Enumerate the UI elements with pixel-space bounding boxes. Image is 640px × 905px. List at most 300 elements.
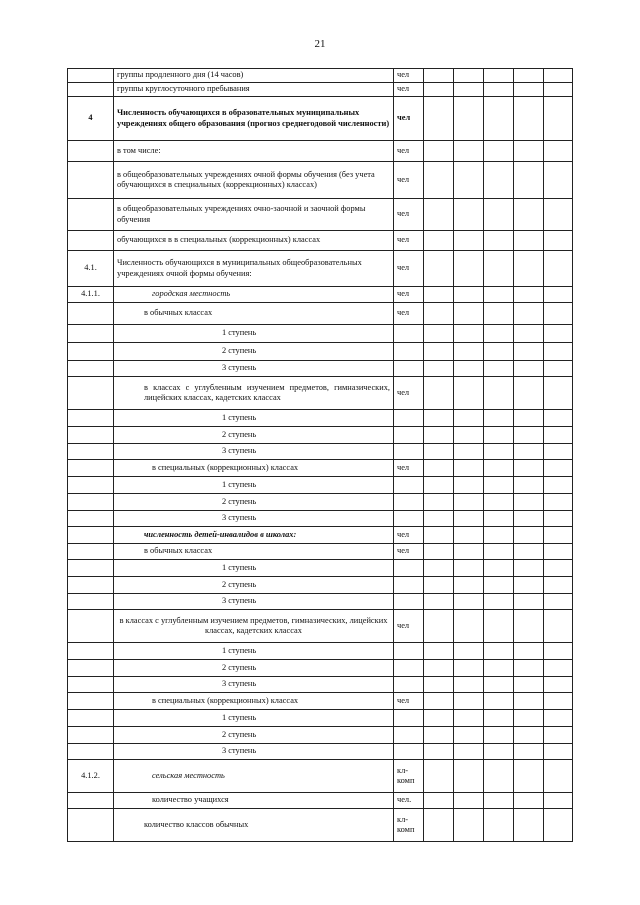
- value-cell: [454, 660, 484, 677]
- value-cell: [424, 477, 454, 494]
- value-cell: [424, 677, 454, 693]
- unit-cell: чел: [394, 377, 424, 410]
- table-row: [68, 97, 573, 141]
- table-row: [68, 251, 573, 287]
- unit-cell: [394, 343, 424, 361]
- value-cell: [544, 231, 573, 251]
- value-cell: [514, 594, 544, 610]
- unit-cell: чел: [394, 199, 424, 231]
- table-row: [68, 610, 573, 643]
- value-cell: [454, 760, 484, 793]
- indicator-name: 2 ступень: [114, 494, 394, 511]
- table-row: [68, 231, 573, 251]
- value-cell: [484, 377, 514, 410]
- unit-cell: чел: [394, 141, 424, 162]
- table-row: [68, 809, 573, 842]
- value-cell: [544, 141, 573, 162]
- unit-cell: чел: [394, 693, 424, 710]
- row-number: [68, 460, 114, 477]
- value-cell: [544, 427, 573, 444]
- value-cell: [454, 303, 484, 325]
- row-number: [68, 361, 114, 377]
- unit-cell: [394, 325, 424, 343]
- value-cell: [424, 560, 454, 577]
- value-cell: [544, 744, 573, 760]
- row-number: [68, 199, 114, 231]
- value-cell: [484, 325, 514, 343]
- row-number: [68, 527, 114, 544]
- value-cell: [454, 494, 484, 511]
- table-row: [68, 594, 573, 610]
- table-row: [68, 660, 573, 677]
- value-cell: [484, 744, 514, 760]
- indicator-name: 1 ступень: [114, 643, 394, 660]
- unit-cell: [394, 577, 424, 594]
- unit-cell: [394, 643, 424, 660]
- indicator-name: в обычных классах: [114, 544, 394, 560]
- unit-cell: [394, 494, 424, 511]
- value-cell: [514, 760, 544, 793]
- row-number: [68, 809, 114, 842]
- value-cell: [514, 251, 544, 287]
- value-cell: [424, 577, 454, 594]
- row-number: 4: [68, 97, 114, 141]
- value-cell: [424, 693, 454, 710]
- indicator-name: 1 ступень: [114, 410, 394, 427]
- row-number: [68, 162, 114, 199]
- table-row: [68, 343, 573, 361]
- value-cell: [544, 477, 573, 494]
- table-body: [68, 69, 573, 842]
- value-cell: [514, 809, 544, 842]
- indicator-name: 3 ступень: [114, 677, 394, 693]
- indicator-name: 2 ступень: [114, 577, 394, 594]
- value-cell: [424, 377, 454, 410]
- value-cell: [514, 83, 544, 97]
- value-cell: [424, 643, 454, 660]
- value-cell: [544, 760, 573, 793]
- value-cell: [454, 231, 484, 251]
- value-cell: [544, 287, 573, 303]
- value-cell: [544, 97, 573, 141]
- value-cell: [484, 710, 514, 727]
- value-cell: [514, 527, 544, 544]
- value-cell: [544, 361, 573, 377]
- indicator-name: в специальных (коррекционных) классах: [114, 460, 394, 477]
- table-row: [68, 377, 573, 410]
- value-cell: [454, 577, 484, 594]
- value-cell: [454, 162, 484, 199]
- value-cell: [484, 427, 514, 444]
- value-cell: [544, 511, 573, 527]
- value-cell: [514, 744, 544, 760]
- value-cell: [514, 303, 544, 325]
- value-cell: [424, 727, 454, 744]
- indicator-name: Численность обучающихся в муниципальных общеобразовательных учреждениях очной формы обучения:: [114, 251, 394, 287]
- value-cell: [454, 793, 484, 809]
- value-cell: [514, 287, 544, 303]
- table-row: [68, 141, 573, 162]
- value-cell: [484, 809, 514, 842]
- value-cell: [514, 162, 544, 199]
- value-cell: [454, 477, 484, 494]
- table-row: [68, 83, 573, 97]
- unit-cell: [394, 744, 424, 760]
- unit-cell: [394, 594, 424, 610]
- value-cell: [424, 710, 454, 727]
- row-number: [68, 325, 114, 343]
- value-cell: [484, 141, 514, 162]
- table-row: [68, 727, 573, 744]
- value-cell: [484, 727, 514, 744]
- value-cell: [514, 343, 544, 361]
- value-cell: [484, 97, 514, 141]
- indicator-name: численность детей-инвалидов в школах:: [114, 527, 394, 544]
- indicator-name: 1 ступень: [114, 325, 394, 343]
- row-number: [68, 660, 114, 677]
- value-cell: [454, 727, 484, 744]
- row-number: [68, 727, 114, 744]
- value-cell: [484, 162, 514, 199]
- row-number: [68, 577, 114, 594]
- row-number: [68, 710, 114, 727]
- value-cell: [484, 199, 514, 231]
- value-cell: [514, 643, 544, 660]
- table-row: [68, 69, 573, 83]
- value-cell: [424, 199, 454, 231]
- value-cell: [484, 477, 514, 494]
- value-cell: [424, 744, 454, 760]
- value-cell: [454, 544, 484, 560]
- unit-cell: чел: [394, 162, 424, 199]
- value-cell: [424, 231, 454, 251]
- unit-cell: [394, 560, 424, 577]
- indicator-name: 1 ступень: [114, 477, 394, 494]
- table-row: [68, 744, 573, 760]
- row-number: [68, 444, 114, 460]
- row-number: [68, 477, 114, 494]
- value-cell: [424, 760, 454, 793]
- row-number: [68, 231, 114, 251]
- table-row: [68, 494, 573, 511]
- unit-cell: чел: [394, 69, 424, 83]
- indicator-name: сельская местность: [114, 760, 394, 793]
- indicator-name: количество классов обычных: [114, 809, 394, 842]
- page-number: 21: [314, 38, 326, 50]
- indicator-name: в общеобразовательных учреждениях очно-заочной и заочной формы обучения: [114, 199, 394, 231]
- value-cell: [454, 83, 484, 97]
- unit-cell: [394, 710, 424, 727]
- value-cell: [484, 231, 514, 251]
- value-cell: [424, 361, 454, 377]
- table-row: [68, 760, 573, 793]
- value-cell: [544, 444, 573, 460]
- value-cell: [544, 710, 573, 727]
- indicator-name: в обычных классах: [114, 303, 394, 325]
- row-number: [68, 83, 114, 97]
- indicator-table: [67, 68, 573, 842]
- value-cell: [484, 511, 514, 527]
- unit-cell: чел: [394, 544, 424, 560]
- value-cell: [544, 560, 573, 577]
- value-cell: [424, 325, 454, 343]
- value-cell: [424, 83, 454, 97]
- value-cell: [514, 610, 544, 643]
- row-number: [68, 343, 114, 361]
- table-row: [68, 511, 573, 527]
- value-cell: [454, 744, 484, 760]
- indicator-name: Численность обучающихся в образовательных муниципальных учреждениях общего образования (прогноз среднегодовой численности): [114, 97, 394, 141]
- unit-cell: [394, 677, 424, 693]
- value-cell: [544, 693, 573, 710]
- value-cell: [544, 527, 573, 544]
- row-number: [68, 744, 114, 760]
- value-cell: [514, 727, 544, 744]
- value-cell: [514, 199, 544, 231]
- value-cell: [544, 594, 573, 610]
- value-cell: [454, 511, 484, 527]
- unit-cell: чел: [394, 287, 424, 303]
- unit-cell: чел.: [394, 793, 424, 809]
- indicator-name: 3 ступень: [114, 361, 394, 377]
- indicator-name: 1 ступень: [114, 560, 394, 577]
- value-cell: [484, 610, 514, 643]
- value-cell: [424, 343, 454, 361]
- unit-cell: [394, 361, 424, 377]
- value-cell: [514, 325, 544, 343]
- value-cell: [454, 97, 484, 141]
- row-number: [68, 303, 114, 325]
- table-row: [68, 577, 573, 594]
- value-cell: [544, 809, 573, 842]
- indicator-name: 3 ступень: [114, 444, 394, 460]
- value-cell: [514, 444, 544, 460]
- unit-cell: чел: [394, 303, 424, 325]
- value-cell: [484, 544, 514, 560]
- value-cell: [544, 677, 573, 693]
- value-cell: [424, 162, 454, 199]
- indicator-name: 1 ступень: [114, 710, 394, 727]
- row-number: [68, 594, 114, 610]
- value-cell: [454, 69, 484, 83]
- value-cell: [484, 560, 514, 577]
- value-cell: [514, 494, 544, 511]
- value-cell: [544, 199, 573, 231]
- row-number: [68, 69, 114, 83]
- row-number: 4.1.1.: [68, 287, 114, 303]
- value-cell: [454, 527, 484, 544]
- table-row: [68, 361, 573, 377]
- value-cell: [544, 377, 573, 410]
- value-cell: [514, 361, 544, 377]
- value-cell: [454, 610, 484, 643]
- value-cell: [454, 343, 484, 361]
- unit-cell: [394, 660, 424, 677]
- value-cell: [454, 594, 484, 610]
- row-number: [68, 511, 114, 527]
- value-cell: [424, 494, 454, 511]
- indicator-name: количество учащихся: [114, 793, 394, 809]
- row-number: [68, 494, 114, 511]
- indicator-name: 3 ступень: [114, 594, 394, 610]
- row-number: [68, 377, 114, 410]
- indicator-name: 2 ступень: [114, 727, 394, 744]
- table-row: [68, 793, 573, 809]
- indicator-name: в классах с углубленным изучением предметов, гимназических, лицейских классах, кадетских классах: [114, 377, 394, 410]
- value-cell: [514, 460, 544, 477]
- value-cell: [544, 251, 573, 287]
- value-cell: [544, 410, 573, 427]
- indicator-name: обучающихся в в специальных (коррекционных) классах: [114, 231, 394, 251]
- unit-cell: [394, 511, 424, 527]
- value-cell: [544, 577, 573, 594]
- value-cell: [454, 677, 484, 693]
- row-number: [68, 677, 114, 693]
- value-cell: [514, 410, 544, 427]
- indicator-name: 2 ступень: [114, 427, 394, 444]
- value-cell: [454, 643, 484, 660]
- table-row: [68, 444, 573, 460]
- indicator-name: городская местность: [114, 287, 394, 303]
- table-row: [68, 303, 573, 325]
- value-cell: [454, 460, 484, 477]
- value-cell: [424, 287, 454, 303]
- value-cell: [484, 577, 514, 594]
- value-cell: [544, 643, 573, 660]
- value-cell: [424, 141, 454, 162]
- unit-cell: [394, 444, 424, 460]
- value-cell: [514, 97, 544, 141]
- value-cell: [484, 361, 514, 377]
- table-row: [68, 460, 573, 477]
- value-cell: [484, 643, 514, 660]
- indicator-name: группы продленного дня (14 часов): [114, 69, 394, 83]
- unit-cell: чел: [394, 97, 424, 141]
- value-cell: [514, 693, 544, 710]
- unit-cell: [394, 727, 424, 744]
- value-cell: [484, 69, 514, 83]
- unit-cell: чел: [394, 460, 424, 477]
- value-cell: [424, 97, 454, 141]
- value-cell: [424, 427, 454, 444]
- value-cell: [544, 494, 573, 511]
- table-row: [68, 527, 573, 544]
- value-cell: [454, 251, 484, 287]
- unit-cell: кл-комп: [394, 760, 424, 793]
- value-cell: [424, 460, 454, 477]
- value-cell: [424, 444, 454, 460]
- value-cell: [544, 793, 573, 809]
- value-cell: [454, 693, 484, 710]
- value-cell: [424, 69, 454, 83]
- value-cell: [514, 231, 544, 251]
- indicator-name: 3 ступень: [114, 744, 394, 760]
- value-cell: [544, 544, 573, 560]
- value-cell: [454, 444, 484, 460]
- value-cell: [544, 83, 573, 97]
- row-number: [68, 427, 114, 444]
- value-cell: [544, 69, 573, 83]
- value-cell: [424, 511, 454, 527]
- table-row: [68, 477, 573, 494]
- value-cell: [484, 251, 514, 287]
- table-row: [68, 410, 573, 427]
- row-number: [68, 410, 114, 427]
- value-cell: [424, 610, 454, 643]
- row-number: [68, 793, 114, 809]
- unit-cell: чел: [394, 610, 424, 643]
- value-cell: [514, 677, 544, 693]
- indicator-name: в том числе:: [114, 141, 394, 162]
- value-cell: [424, 410, 454, 427]
- value-cell: [544, 303, 573, 325]
- table-row: [68, 427, 573, 444]
- value-cell: [484, 660, 514, 677]
- row-number: [68, 544, 114, 560]
- value-cell: [484, 760, 514, 793]
- indicator-name: 2 ступень: [114, 343, 394, 361]
- value-cell: [544, 610, 573, 643]
- value-cell: [424, 793, 454, 809]
- value-cell: [544, 727, 573, 744]
- unit-cell: [394, 427, 424, 444]
- indicator-name: группы круглосуточного пребывания: [114, 83, 394, 97]
- row-number: [68, 693, 114, 710]
- value-cell: [454, 560, 484, 577]
- value-cell: [484, 494, 514, 511]
- value-cell: [484, 444, 514, 460]
- table-row: [68, 710, 573, 727]
- table-row: [68, 199, 573, 231]
- value-cell: [514, 660, 544, 677]
- unit-cell: [394, 477, 424, 494]
- value-cell: [454, 710, 484, 727]
- value-cell: [484, 343, 514, 361]
- row-number: [68, 643, 114, 660]
- row-number: 4.1.2.: [68, 760, 114, 793]
- row-number: 4.1.: [68, 251, 114, 287]
- table-row: [68, 560, 573, 577]
- value-cell: [454, 325, 484, 343]
- indicator-name: 2 ступень: [114, 660, 394, 677]
- value-cell: [454, 141, 484, 162]
- value-cell: [514, 560, 544, 577]
- value-cell: [484, 460, 514, 477]
- value-cell: [454, 410, 484, 427]
- indicator-name: 3 ступень: [114, 511, 394, 527]
- table-row: [68, 325, 573, 343]
- value-cell: [454, 361, 484, 377]
- table-row: [68, 693, 573, 710]
- value-cell: [424, 251, 454, 287]
- value-cell: [544, 660, 573, 677]
- value-cell: [514, 710, 544, 727]
- value-cell: [454, 377, 484, 410]
- value-cell: [484, 793, 514, 809]
- indicator-name: в специальных (коррекционных) классах: [114, 693, 394, 710]
- value-cell: [424, 544, 454, 560]
- value-cell: [424, 809, 454, 842]
- unit-cell: кл-комп: [394, 809, 424, 842]
- value-cell: [484, 303, 514, 325]
- value-cell: [484, 594, 514, 610]
- row-number: [68, 141, 114, 162]
- value-cell: [514, 69, 544, 83]
- value-cell: [424, 594, 454, 610]
- table-row: [68, 643, 573, 660]
- value-cell: [484, 693, 514, 710]
- value-cell: [544, 162, 573, 199]
